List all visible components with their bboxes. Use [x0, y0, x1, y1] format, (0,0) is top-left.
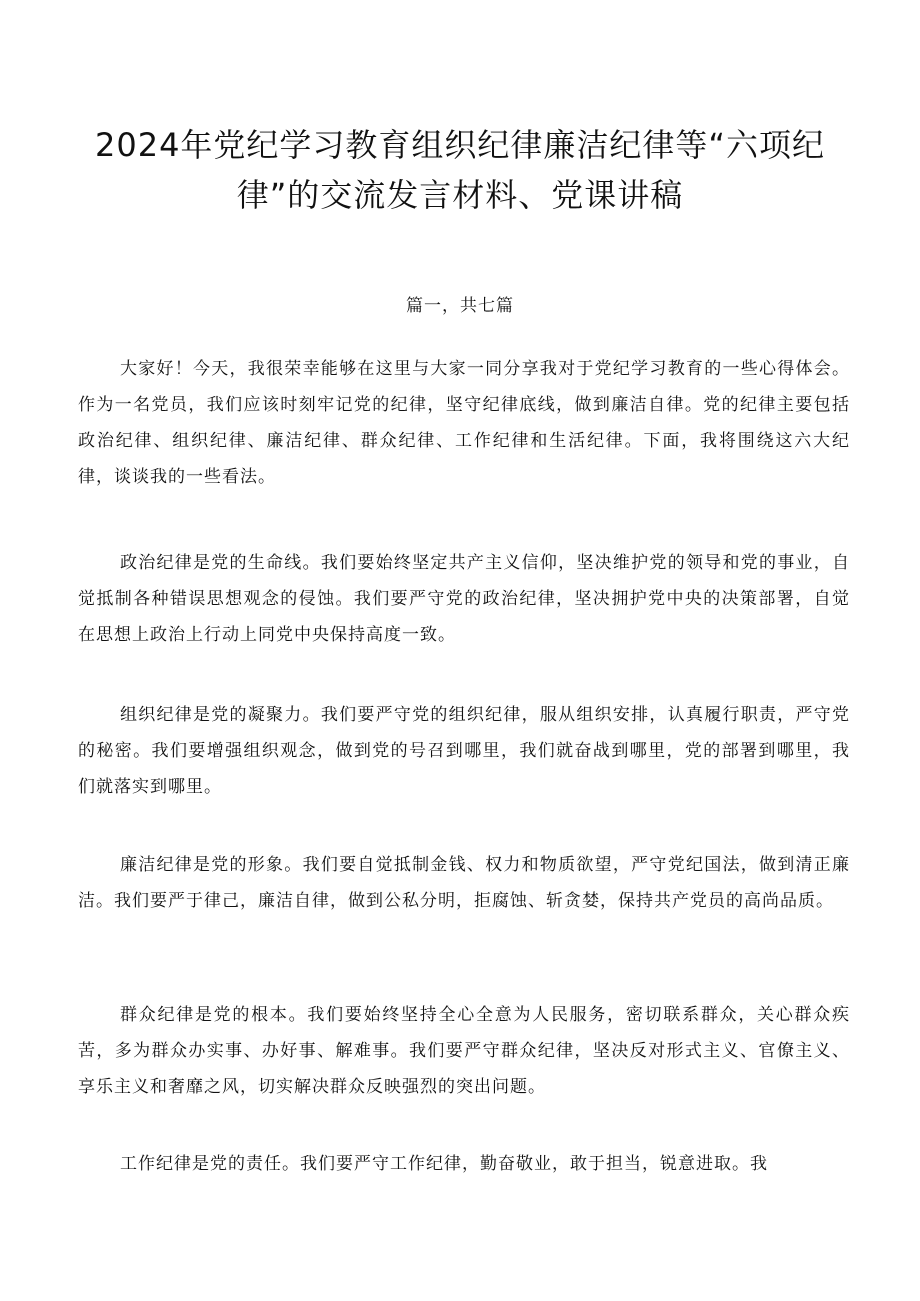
paragraph-intro: 大家好！今天，我很荣幸能够在这里与大家一同分享我对于党纪学习教育的一些心得体会。作为一名党员，我们应该时刻牢记党的纪律，坚守纪律底线，做到廉洁自律。党的纪律主要包括政治纪律、组织纪律、廉洁纪律、群众纪律、工作纪律和生活纪律。下面，我将围绕这六大纪律，谈谈我的一些看法。: [78, 359, 850, 487]
paragraph-work-discipline: 工作纪律是党的责任。我们要严守工作纪律，勤奋敬业，敢于担当，锐意进取。我: [120, 1154, 768, 1174]
paragraph-integrity-discipline: 廉洁纪律是党的形象。我们要自觉抵制金钱、权力和物质欲望，严守党纪国法，做到清正廉洁。我们要严于律己，廉洁自律，做到公私分明，拒腐蚀、斩贪婪，保持共产党员的高尚品质。: [78, 855, 850, 911]
paragraph-political-discipline: 政治纪律是党的生命线。我们要始终坚定共产主义信仰，坚决维护党的领导和党的事业，自觉抵制各种错误思想观念的侵蚀。我们要严守党的政治纪律，坚决拥护党中央的决策部署，自觉在思想上政治上行动上同党中央保持高度一致。: [78, 553, 850, 645]
document-title: 2024年党纪学习教育组织纪律廉洁纪律等“六项纪律”的交流发言材料、党课讲稿: [94, 126, 826, 214]
paragraph-organizational-discipline: 组织纪律是党的凝聚力。我们要严守党的组织纪律，服从组织安排，认真履行职责，严守党的秘密。我们要增强组织观念，做到党的号召到哪里，我们就奋战到哪里，党的部署到哪里，我们就落实到哪里。: [78, 705, 850, 797]
document-subtitle: 篇一，共七篇: [406, 296, 514, 316]
paragraph-mass-discipline: 群众纪律是党的根本。我们要始终坚持全心全意为人民服务，密切联系群众，关心群众疾苦，多为群众办实事、办好事、解难事。我们要严守群众纪律，坚决反对形式主义、官僚主义、享乐主义和奢靡之风，切实解决群众反映强烈的突出问题。: [78, 1005, 850, 1097]
